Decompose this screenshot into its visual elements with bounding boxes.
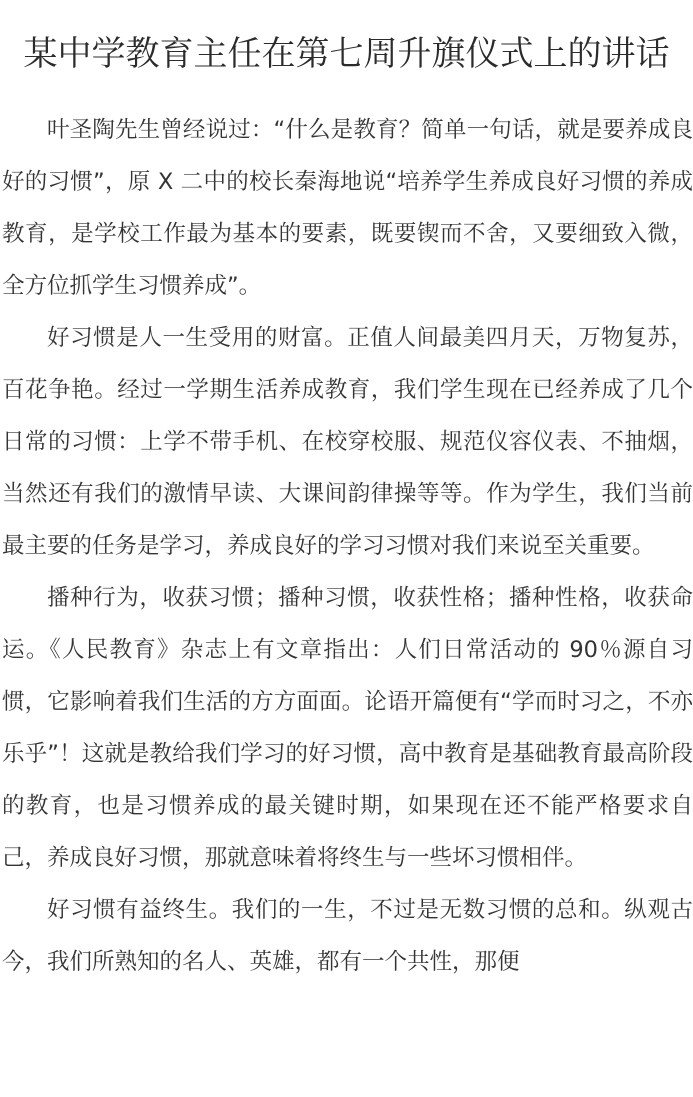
document-title: 某中学教育主任在第七周升旗仪式上的讲话: [23, 34, 670, 74]
paragraph-3: 播种行为，收获习惯；播种习惯，收获性格；播种性格，收获命运。《人民教育》杂志上有文章指出：人们日常活动的 90％源自习惯，它影响着我们生活的方方面面。论语开篇便有“学而时习之，不亦乐乎”！这就是教给我们学习的好习惯，高中教育是基础教育最高阶段的教育，也是习惯养成的最关键时期，如果现在还不能严格要求自己，养成良好习惯，那就意味着将终生与一些坏习惯相伴。: [2, 585, 693, 871]
paragraph-1: 叶圣陶先生曾经说过：“什么是教育？简单一句话，就是要养成良好的习惯”，原 X 二中的校长秦海地说“培养学生养成良好习惯的养成教育，是学校工作最为基本的要素，既要锲而不舍，又要细致入微，全方位抓学生习惯养成”。: [2, 117, 693, 299]
paragraph-4: 好习惯有益终生。我们的一生，不过是无数习惯的总和。纵观古今，我们所熟知的名人、英雄，都有一个共性，那便: [2, 897, 693, 975]
document-body: [0, 104, 693, 988]
paragraph-2: 好习惯是人一生受用的财富。正值人间最美四月天，万物复苏，百花争艳。经过一学期生活养成教育，我们学生现在已经养成了几个日常的习惯：上学不带手机、在校穿校服、规范仪容仪表、不抽烟，当然还有我们的激情早读、大课间韵律操等等。作为学生，我们当前最主要的任务是学习，养成良好的学习习惯对我们来说至关重要。: [2, 325, 693, 559]
